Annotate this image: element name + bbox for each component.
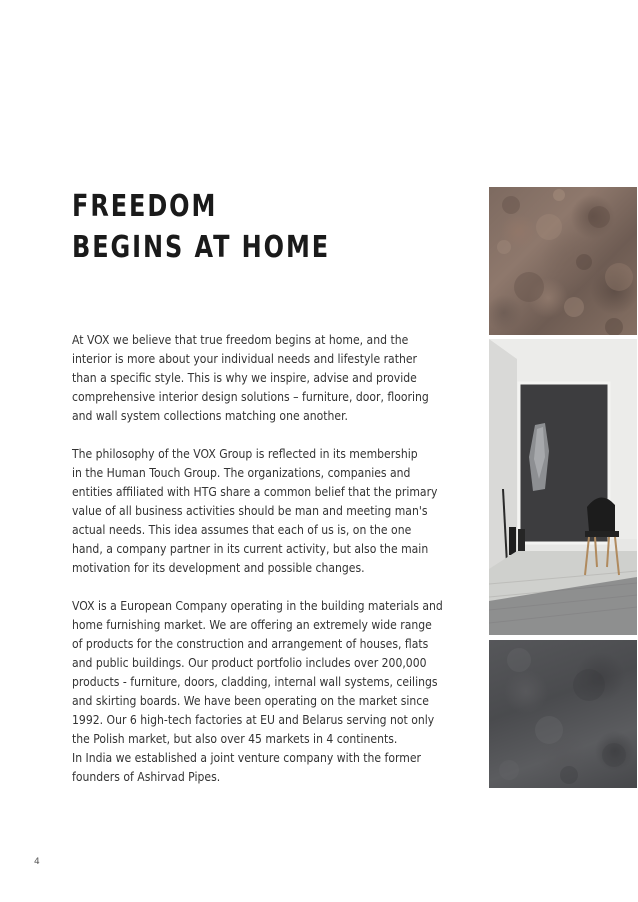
page-heading [72, 186, 330, 268]
text-line: interior is more about your individual needs and lifestyle rather [72, 352, 417, 366]
text-line: The philosophy of the VOX Group is reflected in its membership [72, 447, 418, 461]
text-line: and skirting boards. We have been operating on the market since [72, 694, 429, 708]
text-line: hand, a company partner in its current activity, but also the main [72, 542, 429, 556]
text-line: the Polish market, but also over 45 markets in 4 continents. [72, 732, 398, 746]
text-line: and wall system collections matching one another. [72, 409, 349, 423]
text-line: and public buildings. Our product portfolio includes over 200,000 [72, 656, 427, 670]
text-line: comprehensive interior design solutions – furniture, door, flooring [72, 390, 429, 404]
text-line: home furnishing market. We are offering an extremely wide range [72, 618, 432, 632]
paragraph-vox-company [72, 597, 443, 787]
heading-line-1: FREEDOM [72, 189, 218, 224]
stone-texture-photo [489, 187, 637, 335]
paragraph-vox-group-philosophy [72, 445, 438, 578]
text-line: motivation for its development and possible changes. [72, 561, 365, 575]
text-line: 1992. Our 6 high-tech factories at EU and Belarus serving not only [72, 713, 435, 727]
text-line: In India we established a joint venture company with the former [72, 751, 422, 765]
text-line: At VOX we believe that true freedom begins at home, and the [72, 333, 409, 347]
stone-texture-graphic [489, 187, 637, 335]
paragraph-vox-beliefs [72, 331, 429, 426]
page-number: 4 [34, 857, 40, 867]
heading-line-2: BEGINS AT HOME [72, 230, 331, 265]
slate-texture-graphic [489, 640, 637, 788]
text-line: products - furniture, doors, cladding, internal wall systems, ceilings [72, 675, 438, 689]
text-line: entities affiliated with HTG share a common belief that the primary [72, 485, 438, 499]
text-line: than a specific style. This is why we inspire, advise and provide [72, 371, 417, 385]
text-line: actual needs. This idea assumes that each of us is, on the one [72, 523, 412, 537]
text-line: in the Human Touch Group. The organizations, companies and [72, 466, 411, 480]
interior-room-graphic [489, 339, 637, 635]
slate-texture-photo [489, 640, 637, 788]
text-line: VOX is a European Company operating in the building materials and [72, 599, 443, 613]
text-line: of products for the construction and arrangement of houses, flats [72, 637, 429, 651]
interior-room-photo [489, 339, 637, 635]
body-text [72, 331, 443, 787]
text-line: value of all business activities should be man and meeting man's [72, 504, 428, 518]
text-line: founders of Ashirvad Pipes. [72, 770, 221, 784]
